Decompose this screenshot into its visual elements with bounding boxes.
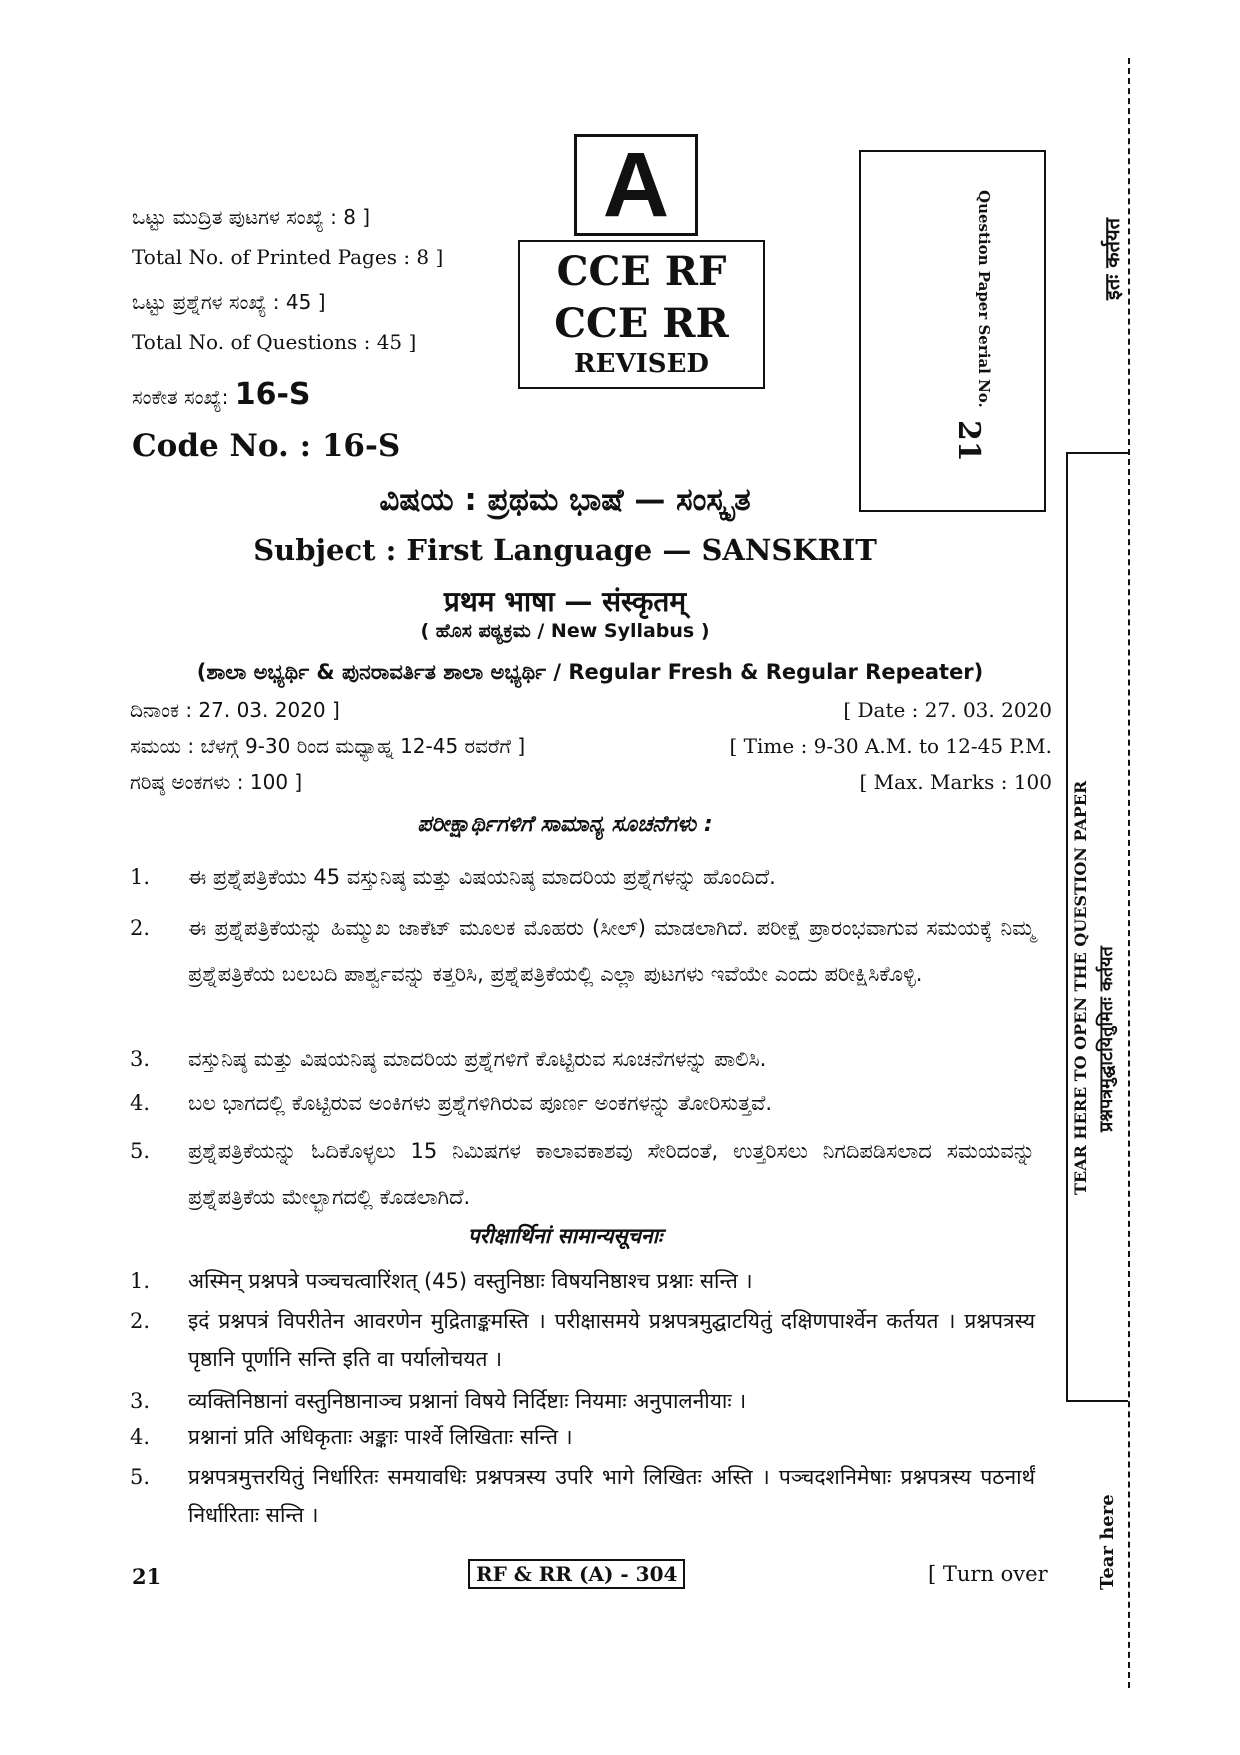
kn-item-number: 2. [130,916,151,940]
sa-instruction-item [130,1418,1035,1456]
sa-item-text: प्रश्नानां प्रति अधिकृताः अङ्काः पार्श्वे लिखिताः सन्ति । [188,1425,573,1449]
code-kn-value: 16-S [234,377,311,412]
tear-bottom-label: Tear here [1097,1494,1118,1590]
sa-item-number: 2. [130,1309,151,1333]
kn-instruction-item [130,1040,1035,1078]
scheme-line-3: REVISED [574,349,709,379]
sa-item-text: अस्मिन् प्रश्नपत्रे पञ्चचत्वारिंशत् (45) वस्तुनिष्ठाः विषयनिष्ठाश्च प्रश्नाः सन्ति । [188,1269,753,1293]
kn-item-text: ವಸ್ತುನಿಷ್ಠ ಮತ್ತು ವಿಷಯನಿಷ್ಠ ಮಾದರಿಯ ಪ್ರಶ್ನೆಗಳಿಗೆ ಕೊಟ್ಟಿರುವ ಸೂಚನೆಗಳನ್ನು ಪಾಲಿಸಿ. [188,1047,767,1071]
sa-item-text: इदं प्रश्नपत्रं विपरीतेन आवरणेन मुद्रिताङ्कमस्ति । परीक्षासमये प्रश्नपत्रमुद्घाटयितुं दक्षिणपार्श्वेन कर्तयत । प्रश्नपत्रस्य पृष्ठानि पूर्णानि सन्ति इति वा पर्यालोचयत । [188,1309,1035,1371]
scheme-line-1: CCE RF [556,248,727,295]
sa-instruction-item [130,1382,1035,1420]
sa-item-number: 3. [130,1389,151,1413]
sa-item-number: 4. [130,1425,151,1449]
tear-top-label: इतः कर्तयत [1100,218,1124,300]
date-kn: ದಿನಾಂಕ : 27. 03. 2020 ] [130,698,340,722]
marks-row [130,770,1052,794]
scheme-line-2: CCE RR [554,300,729,347]
subject-sanskrit: प्रथम भाषा — संस्कृतम् [443,585,687,618]
time-en: [ Time : 9-30 A.M. to 12-45 P.M. [729,734,1052,758]
total-questions-kn: ಒಟ್ಟು ಪ್ರಶ್ನೆಗಳ ಸಂಖ್ಯೆ : 45 ] [132,290,326,314]
tear-sub-label: प्रश्नपत्रमुद्घाटयितुमितः कर्तयत [1096,946,1117,1132]
candidates-line: (ಶಾಲಾ ಅಭ್ಯರ್ಥಿ & ಪುನರಾವರ್ತಿತ ಶಾಲಾ ಅಭ್ಯರ್ಥಿ / Regular Fresh & Regular Repeater) [196,660,984,684]
kn-item-text: ಪ್ರಶ್ನೆಪತ್ರಿಕೆಯನ್ನು ಓದಿಕೊಳ್ಳಲು 15 ನಿಮಿಷಗಳ ಕಾಲಾವಕಾಶವು ಸೇರಿದಂತೆ, ಉತ್ತರಿಸಲು ನಿಗದಿಪಡಿಸಲಾದ ಸಮಯವನ್ನು ಪ್ರಶ್ನೆಪತ್ರಿಕೆಯ ಮೇಲ್ಭಾಗದಲ್ಲಿ ಕೊಡಲಾಗಿದೆ. [188,1139,1035,1209]
time-kn: ಸಮಯ : ಬೆಳಗ್ಗೆ 9-30 ರಿಂದ ಮಧ್ಯಾಹ್ನ 12-45 ರವರೆಗೆ ] [130,734,526,758]
time-row [130,734,1052,758]
sa-instruction-item [130,1458,1035,1534]
date-en: [ Date : 27. 03. 2020 [843,698,1052,722]
kn-item-number: 4. [130,1091,151,1115]
date-row [130,698,1052,722]
kn-instruction-item [130,1084,1035,1122]
syllabus-line: ( ಹೊಸ ಪಠ್ಯಕ್ರಮ / New Syllabus ) [420,620,710,642]
printed-pages-kn: ಒಟ್ಟು ಮುದ್ರಿತ ಪುಟಗಳ ಸಂಖ್ಯೆ : 8 ] [132,205,371,229]
kn-instructions-heading: ಪರೀಕ್ಷಾರ್ಥಿಗಳಿಗೆ ಸಾಮಾನ್ಯ ಸೂಚನೆಗಳು : [417,812,713,837]
marks-en: [ Max. Marks : 100 [859,770,1052,794]
subject-english: Subject : First Language — SANSKRIT [253,533,877,567]
tear-main-label: TEAR HERE TO OPEN THE QUESTION PAPER [1071,780,1090,1195]
paper-set-box [574,134,698,236]
sa-item-number: 1. [130,1269,151,1293]
kn-item-text: ಈ ಪ್ರಶ್ನೆಪತ್ರಿಕೆಯನ್ನು ಹಿಮ್ಮುಖ ಜಾಕೆಟ್ ಮೂಲಕ ಮೊಹರು (ಸೀಲ್) ಮಾಡಲಾಗಿದೆ. ಪರೀಕ್ಷೆ ಪ್ರಾರಂಭವಾಗುವ ಸಮಯಕ್ಕೆ ನಿಮ್ಮ ಪ್ರಶ್ನೆಪತ್ರಿಕೆಯ ಬಲಬದಿ ಪಾರ್ಶ್ವವನ್ನು ಕತ್ತರಿಸಿ, ಪ್ರಶ್ನೆಪತ್ರಿಕೆಯಲ್ಲಿ ಎಲ್ಲಾ ಪುಟಗಳು ಇವೆಯೇ ಎಂದು ಪರೀಕ್ಷಿಸಿಕೊಳ್ಳಿ. [188,916,1035,986]
code-kn-label: ಸಂಕೇತ ಸಂಖ್ಯೆ: [132,385,229,409]
serial-label: Question Paper Serial No. [975,190,993,408]
sa-item-text: प्रश्नपत्रमुत्तरयितुं निर्धारितः समयावधिः प्रश्नपत्रस्य उपरि भागे लिखितः अस्ति । पञ्चदशनिमेषाः प्रश्नपत्रस्य पठनार्थं निर्धारिताः सन्ति । [188,1465,1035,1527]
kn-item-number: 1. [130,865,151,889]
turn-over: [ Turn over [928,1562,1048,1586]
code-number-en: Code No. : 16-S [132,428,401,464]
kn-item-text: ಬಲ ಭಾಗದಲ್ಲಿ ಕೊಟ್ಟಿರುವ ಅಂಕಿಗಳು ಪ್ರಶ್ನೆಗಳಿಗಿರುವ ಪೂರ್ಣ ಅಂಕಗಳನ್ನು ತೋರಿಸುತ್ತವೆ. [188,1091,773,1115]
page-serial: 21 [132,1564,162,1589]
kn-item-text: ಈ ಪ್ರಶ್ನೆಪತ್ರಿಕೆಯು 45 ವಸ್ತುನಿಷ್ಠ ಮತ್ತು ವಿಷಯನಿಷ್ಠ ಮಾದರಿಯ ಪ್ರಶ್ನೆಗಳನ್ನು ಹೊಂದಿದೆ. [188,865,776,889]
kn-instruction-item [130,905,1035,997]
sa-item-number: 5. [130,1465,151,1489]
sa-instructions-heading: परीक्षार्थिनां सामान्यसूचनाः [467,1224,663,1248]
sa-instruction-item [130,1302,1035,1378]
paper-set-letter: A [602,134,670,236]
paper-code-box: RF & RR (A) - 304 [468,1559,685,1589]
code-number-kn [132,377,311,412]
subject-kannada: ವಿಷಯ : ಪ್ರಥಮ ಭಾಷೆ — ಸಂಸ್ಕೃತ [379,482,751,518]
sa-instruction-item [130,1262,1035,1300]
printed-pages-en: Total No. of Printed Pages : 8 ] [132,245,444,269]
kn-instruction-item [130,858,1035,896]
serial-number: 21 [951,420,986,462]
scheme-box [518,240,765,389]
kn-instruction-item [130,1128,1035,1220]
marks-kn: ಗರಿಷ್ಠ ಅಂಕಗಳು : 100 ] [130,770,303,794]
kn-item-number: 3. [130,1047,151,1071]
tear-dashed-line [1128,58,1130,1688]
kn-item-number: 5. [130,1139,151,1163]
total-questions-en: Total No. of Questions : 45 ] [132,330,417,354]
sa-item-text: व्यक्तिनिष्ठानां वस्तुनिष्ठानाञ्च प्रश्नानां विषये निर्दिष्टाः नियमाः अनुपालनीयाः । [188,1389,747,1413]
